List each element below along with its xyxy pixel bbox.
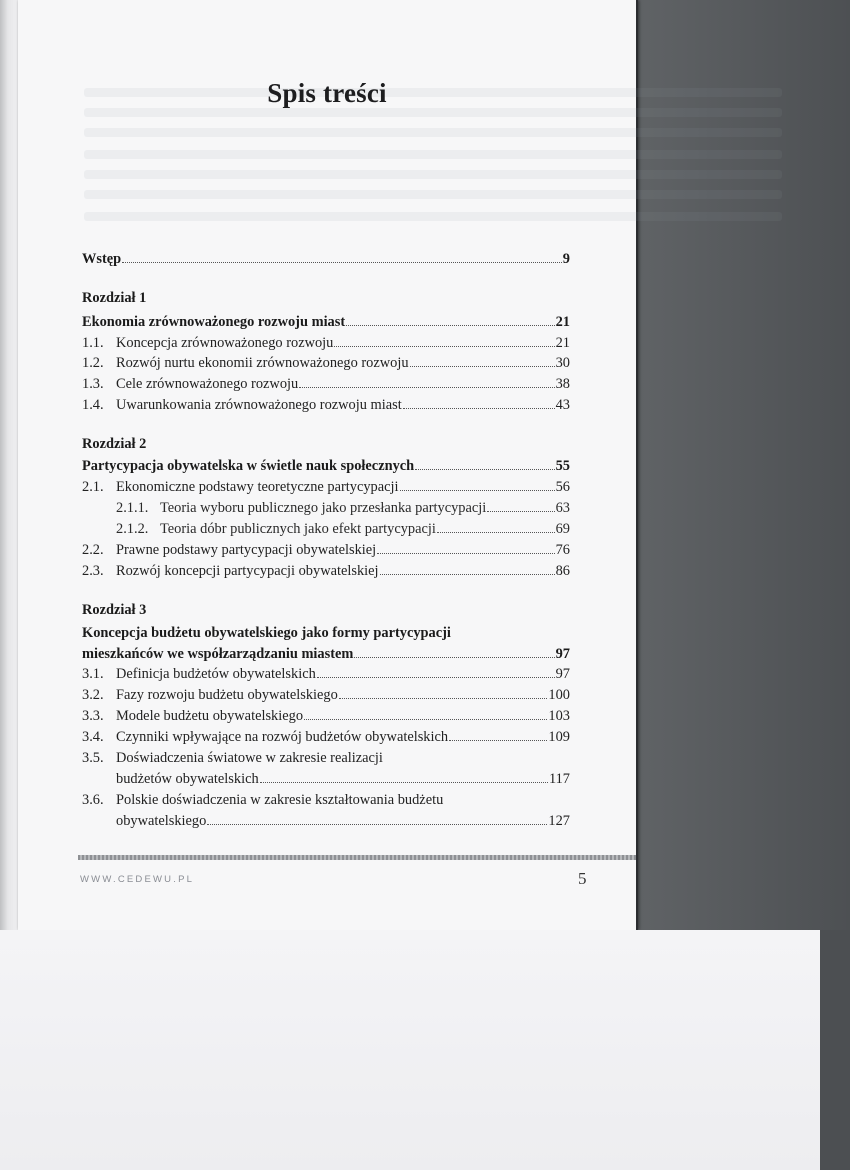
toc-entry-page: 43 bbox=[555, 397, 570, 413]
toc-entry-title: Cele zrównoważonego rozwoju bbox=[116, 376, 299, 392]
bleed-through-line bbox=[84, 190, 782, 199]
leader-dots bbox=[339, 698, 548, 699]
bleed-through-line bbox=[84, 170, 782, 179]
toc-entry-number: 2.3. bbox=[82, 563, 104, 579]
toc-entry-page: 56 bbox=[555, 479, 570, 495]
chapter-heading: Rozdział 2 bbox=[82, 436, 147, 452]
toc-entry-page: 100 bbox=[548, 687, 570, 703]
toc-entry-title: mieszkańców we współzarządzaniu miastem bbox=[82, 646, 354, 662]
toc-entry-title: Prawne podstawy partycypacji obywatelskiej bbox=[116, 542, 377, 558]
leader-dots bbox=[122, 262, 562, 263]
leader-dots bbox=[377, 553, 554, 554]
toc-entry-page: 76 bbox=[555, 542, 570, 558]
toc-entry-number: 1.3. bbox=[82, 376, 104, 392]
leader-dots bbox=[415, 469, 554, 470]
leader-dots bbox=[437, 532, 555, 533]
toc-entry-number: 1.2. bbox=[82, 355, 104, 371]
toc-entry bbox=[82, 562, 570, 580]
toc-entry-page: 38 bbox=[555, 376, 570, 392]
toc-entry-title: Modele budżetu obywatelskiego bbox=[116, 708, 304, 724]
toc-entry bbox=[82, 334, 570, 352]
toc-entry-number: 2.1.1. bbox=[116, 500, 149, 516]
leader-dots bbox=[304, 719, 547, 720]
toc-entry bbox=[82, 396, 570, 414]
toc-entry-page: 9 bbox=[562, 251, 570, 267]
toc-entry-number: 3.4. bbox=[82, 729, 104, 745]
toc-entry-number: 3.1. bbox=[82, 666, 104, 682]
toc-entry-title: Rozwój koncepcji partycypacji obywatelskiej bbox=[116, 563, 379, 579]
leader-dots bbox=[487, 511, 554, 512]
page-title: Spis treści bbox=[267, 78, 387, 108]
toc-entry-number: 2.1.2. bbox=[116, 521, 149, 537]
toc-entry-title-line: Doświadczenia światowe w zakresie realizacji bbox=[116, 750, 383, 766]
toc-entry-page: 97 bbox=[555, 666, 570, 682]
toc-subentry bbox=[116, 520, 570, 538]
bleed-through-line bbox=[84, 128, 782, 137]
toc-entry-title: Koncepcja zrównoważonego rozwoju bbox=[116, 335, 334, 351]
scanner-edge bbox=[820, 930, 850, 1170]
toc-entry-number: 1.4. bbox=[82, 397, 104, 413]
page-number: 5 bbox=[578, 869, 587, 888]
toc-entry-number: 1.1. bbox=[82, 335, 104, 351]
toc-chapter-title bbox=[82, 313, 570, 331]
leader-dots bbox=[346, 325, 554, 326]
toc-entry-number: 3.6. bbox=[82, 792, 104, 808]
toc-entry-page: 21 bbox=[555, 314, 570, 330]
toc-entry-page: 86 bbox=[555, 563, 570, 579]
toc-entry-page: 21 bbox=[555, 335, 570, 351]
toc-entry-title: Ekonomiczne podstawy teoretyczne partycypacji bbox=[116, 479, 399, 495]
toc-entry-page: 55 bbox=[555, 458, 570, 474]
toc-entry bbox=[116, 770, 570, 788]
toc-entry bbox=[116, 812, 570, 830]
toc-entry-page: 30 bbox=[555, 355, 570, 371]
toc-entry-page: 103 bbox=[548, 708, 570, 724]
bleed-through-line bbox=[84, 108, 782, 117]
toc-entry bbox=[82, 728, 570, 746]
toc-chapter-title-line: Koncepcja budżetu obywatelskiego jako formy partycypacji bbox=[82, 625, 451, 641]
toc-entry-title: Wstęp bbox=[82, 251, 122, 267]
toc-entry bbox=[82, 707, 570, 725]
toc-entry-page: 117 bbox=[548, 771, 570, 787]
leader-dots bbox=[400, 490, 555, 491]
lower-paper-sheet bbox=[0, 930, 823, 1170]
toc-entry-page: 97 bbox=[555, 646, 570, 662]
chapter-heading: Rozdział 3 bbox=[82, 602, 147, 618]
leader-dots bbox=[260, 782, 548, 783]
toc-entry-number: 2.1. bbox=[82, 479, 104, 495]
toc-entry-page: 127 bbox=[548, 813, 570, 829]
toc-entry-page: 63 bbox=[555, 500, 570, 516]
toc-entry-title: Partycypacja obywatelska w świetle nauk społecznych bbox=[82, 458, 415, 474]
toc-entry-title: Teoria dóbr publicznych jako efekt partycypacji bbox=[160, 521, 436, 537]
page-left-edge bbox=[0, 0, 20, 935]
toc-subentry bbox=[116, 499, 570, 517]
toc-entry bbox=[82, 478, 570, 496]
leader-dots bbox=[403, 408, 555, 409]
toc-chapter-title bbox=[82, 645, 570, 663]
leader-dots bbox=[354, 657, 554, 658]
footer-url: WWW.CEDEWU.PL bbox=[80, 874, 195, 885]
toc-entry-title: Czynniki wpływające na rozwój budżetów obywatelskich bbox=[116, 729, 449, 745]
toc-entry-title: budżetów obywatelskich bbox=[116, 771, 259, 787]
toc-entry bbox=[82, 686, 570, 704]
leader-dots bbox=[449, 740, 547, 741]
toc-entry-title: obywatelskiego bbox=[116, 813, 207, 829]
toc-entry-number: 3.5. bbox=[82, 750, 104, 766]
toc-entry bbox=[82, 375, 570, 393]
toc-entry-title: Fazy rozwoju budżetu obywatelskiego bbox=[116, 687, 338, 703]
toc-entry bbox=[82, 541, 570, 559]
chapter-heading: Rozdział 1 bbox=[82, 290, 147, 306]
toc-entry-title: Teoria wyboru publicznego jako przesłanka partycypacji bbox=[160, 500, 487, 516]
toc-entry-title: Rozwój nurtu ekonomii zrównoważonego rozwoju bbox=[116, 355, 409, 371]
leader-dots bbox=[410, 366, 555, 367]
bleed-through-line bbox=[84, 212, 782, 221]
toc-entry-number: 3.3. bbox=[82, 708, 104, 724]
toc-entry-number: 2.2. bbox=[82, 542, 104, 558]
toc-entry-number: 3.2. bbox=[82, 687, 104, 703]
leader-dots bbox=[207, 824, 547, 825]
leader-dots bbox=[380, 574, 555, 575]
toc-entry-title: Ekonomia zrównoważonego rozwoju miast bbox=[82, 314, 346, 330]
toc-entry bbox=[82, 354, 570, 372]
leader-dots bbox=[317, 677, 555, 678]
toc-entry-title: Definicja budżetów obywatelskich bbox=[116, 666, 316, 682]
toc-entry-title: Uwarunkowania zrównoważonego rozwoju miast bbox=[116, 397, 402, 413]
bleed-through-line bbox=[84, 150, 782, 159]
toc-entry-title-line: Polskie doświadczenia w zakresie kształtowania budżetu bbox=[116, 792, 444, 808]
leader-dots bbox=[299, 387, 554, 388]
toc-entry-intro bbox=[82, 250, 570, 268]
toc-entry-page: 69 bbox=[555, 521, 570, 537]
leader-dots bbox=[334, 346, 554, 347]
footer-rule bbox=[78, 855, 636, 860]
toc-entry bbox=[82, 665, 570, 683]
toc-chapter-title bbox=[82, 457, 570, 475]
toc-entry-page: 109 bbox=[548, 729, 570, 745]
